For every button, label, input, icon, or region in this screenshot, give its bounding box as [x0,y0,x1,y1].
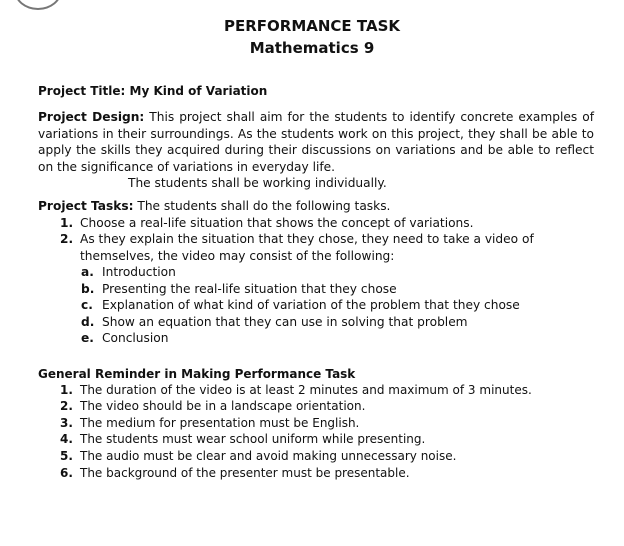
project-tasks-paragraph [38,198,594,215]
item-text: Conclusion [102,331,169,346]
list-item [60,382,594,399]
item-text: Choose a real-life situation that shows the concept of variations. [80,215,474,230]
item-text: The students must wear school uniform while presenting. [80,432,426,447]
task-list [38,215,594,265]
document-header [0,15,624,59]
item-text: Show an equation that they can use in solving that problem [102,314,468,329]
list-item [81,330,594,347]
item-text: As they explain the situation that they chose, they need to take a video of themselves, the video may consist of the following: [80,232,534,263]
item-text: The medium for presentation must be English. [80,415,360,430]
item-letter: c. [81,298,93,313]
item-number: 5. [60,448,73,463]
list-item [60,398,594,415]
project-tasks-label: Project Tasks: [38,198,134,213]
item-text: The duration of the video is at least 2 minutes and maximum of 3 minutes. [80,382,532,397]
list-item [60,448,594,465]
project-design-text: This project shall aim for the students to identify concrete examples of variations in their surroundings. As the students work on this project, they shall be able to apply the skills they acquired during their discussions on variations and be able to reflect on the significance of variations in everyday life. [38,110,594,174]
list-item [60,231,594,264]
task-sub-list [38,264,594,347]
item-number: 1. [60,382,73,397]
project-design-paragraph [38,109,594,175]
item-text: Presenting the real-life situation that they chose [102,281,397,296]
item-number: 1. [60,215,74,230]
project-design-label: Project Design: [38,110,145,124]
item-letter: d. [81,314,95,329]
item-number: 6. [60,465,73,480]
item-number: 2. [60,399,73,414]
item-number: 4. [60,432,73,447]
item-text: The video should be in a landscape orientation. [80,399,366,414]
item-text: The audio must be clear and avoid making unnecessary noise. [80,448,457,463]
document-subtitle: Mathematics 9 [249,39,375,57]
list-item [60,465,594,482]
document-body [38,83,594,481]
list-item [81,297,594,314]
item-number: 3. [60,415,73,430]
item-text: Introduction [102,265,176,280]
reminder-title: General Reminder in Making Performance Task [38,366,356,381]
item-text: Explanation of what kind of variation of the problem that they chose [102,298,520,313]
logo-fragment [14,0,62,10]
list-item [81,281,594,298]
document-title: PERFORMANCE TASK [223,17,400,35]
item-number: 2. [60,232,74,247]
project-design-note: The students shall be working individually. [128,176,387,191]
project-tasks-intro: The students shall do the following tasks. [133,198,391,213]
list-item [60,415,594,432]
item-letter: b. [81,281,95,296]
project-title: Project Title: My Kind of Variation [38,84,268,98]
item-letter: e. [81,331,94,346]
list-item [81,314,594,331]
reminder-list [38,382,594,482]
list-item [60,215,594,232]
item-letter: a. [81,265,94,280]
list-item [60,431,594,448]
item-text: The background of the presenter must be presentable. [80,465,410,480]
list-item [81,264,594,281]
